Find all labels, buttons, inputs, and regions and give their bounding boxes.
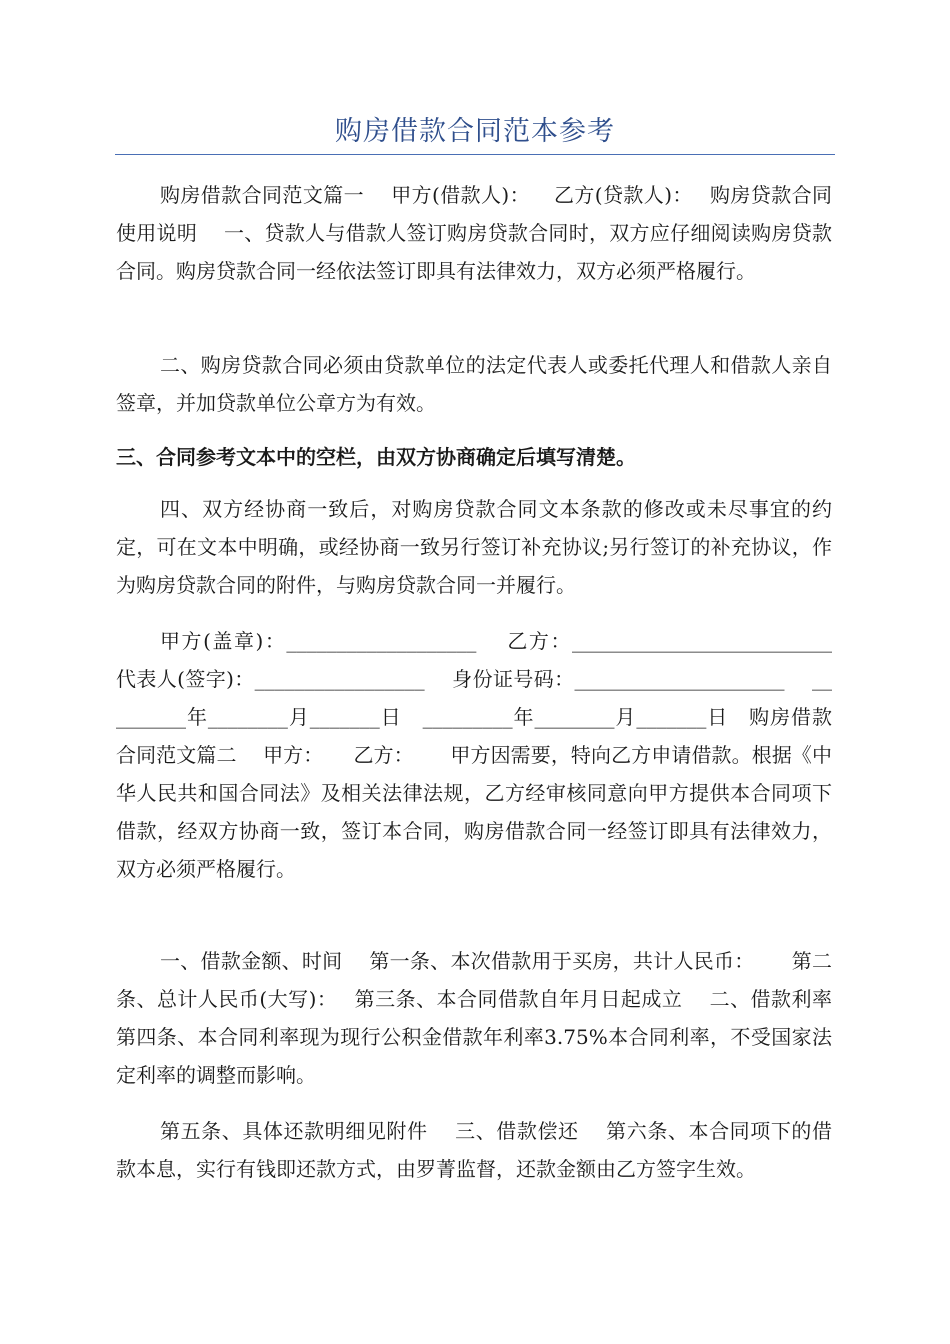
paragraph-3-bold: 三、合同参考文本中的空栏，由双方协商确定后填写清楚。	[116, 445, 636, 469]
paragraph-1: 购房借款合同范文篇一 甲方(借款人)： 乙方(贷款人)： 购房贷款合同使用说明 一、贷款人与借款人签订购房贷款合同时，双方应仔细阅读购房贷款合同。购房贷款合同一经依法签订即具有法律效力，双方必须严格履行。	[116, 183, 832, 283]
paragraph-2: 二、购房贷款合同必须由贷款单位的法定代表人或委托代理人和借款人亲自签章，并加贷款单位公章方为有效。	[116, 353, 832, 415]
title-underline	[115, 154, 835, 155]
paragraph-5-signatures: 甲方(盖章)：___________________ 乙方：__________________________ 代表人(签字)：_________________ 身份证号码：_____________________ _________年________月_______日 _________年________月_______日 购房借款合同范文篇二 甲方： 乙方： 甲方因需要，特向乙方申请借款。根据《中华人民共和国合同法》及相关法律法规，乙方经审核同意向甲方提供本合同项下借款，经双方协商一致，签订本合同，购房借款合同一经签订即具有法律效力，双方必须严格履行。	[116, 629, 859, 881]
paragraph-7: 第五条、具体还款明细见附件 三、借款偿还 第六条、本合同项下的借款本息，实行有钱即还款方式，由罗菁监督，还款金额由乙方签字生效。	[116, 1119, 832, 1181]
paragraph-6: 一、借款金额、时间 第一条、本次借款用于买房，共计人民币： 第二条、总计人民币(大写)： 第三条、本合同借款自年月日起成立 二、借款利率 第四条、本合同利率现为现行公积金借款年利率3.75%本合同利率，不受国家法定利率的调整而影响。	[116, 949, 859, 1087]
document-title: 购房借款合同范本参考	[335, 116, 615, 147]
paragraph-4: 四、双方经协商一致后，对购房贷款合同文本条款的修改或未尽事宜的约定，可在文本中明确，或经协商一致另行签订补充协议;另行签订的补充协议，作为购房贷款合同的附件，与购房贷款合同一并履行。	[116, 497, 832, 597]
